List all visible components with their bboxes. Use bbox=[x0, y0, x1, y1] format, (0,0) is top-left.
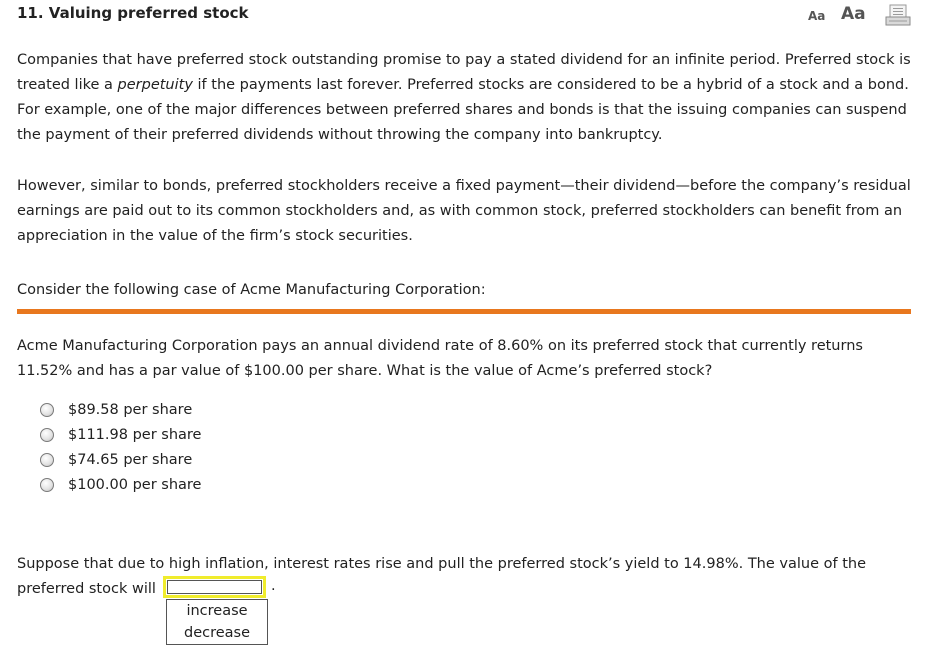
dropdown-options-list bbox=[166, 599, 268, 645]
question-2-text: Suppose that due to high inflation, interest rates rise and pull the preferred stock’s yield to 14.98%. The value of the preferred stock will bbox=[17, 556, 866, 597]
answer-option-2[interactable] bbox=[40, 422, 201, 447]
dropdown-option-increase[interactable]: increase bbox=[186, 603, 248, 619]
radio-button[interactable] bbox=[40, 478, 54, 492]
dropdown-selected-value[interactable] bbox=[167, 580, 262, 594]
font-size-small-button[interactable]: Aa bbox=[808, 9, 826, 23]
value-change-dropdown[interactable] bbox=[163, 576, 266, 598]
answer-options bbox=[40, 397, 201, 497]
printer-icon[interactable] bbox=[885, 4, 911, 26]
radio-button[interactable] bbox=[40, 403, 54, 417]
question-header bbox=[17, 4, 913, 28]
font-size-large-button[interactable]: Aa bbox=[841, 4, 866, 24]
question-1-text: Acme Manufacturing Corporation pays an annual dividend rate of 8.60% on its preferred stock that currently returns 11.52% and has a par value of $100.00 per share. What is the value of Acme’s preferred stock? bbox=[17, 338, 863, 379]
answer-option-1[interactable] bbox=[40, 397, 201, 422]
case-intro: Consider the following case of Acme Manufacturing Corporation: bbox=[17, 282, 486, 298]
question-title: 11. Valuing preferred stock bbox=[17, 4, 249, 22]
intro-p1-after: if the payments last forever. Preferred stocks are considered to be a hybrid of a stock and a bond. For example, one of the major differences between preferred shares and bonds is that the issuing companies can suspend the payment of their preferred dividends without throwing the company into bankruptcy. bbox=[17, 77, 909, 143]
radio-button[interactable] bbox=[40, 453, 54, 467]
perpetuity-term: perpetuity bbox=[117, 77, 193, 93]
dropdown-field[interactable] bbox=[163, 576, 266, 598]
sentence-period: . bbox=[271, 578, 276, 594]
answer-option-label: $89.58 per share bbox=[68, 401, 193, 418]
dropdown-option-decrease[interactable]: decrease bbox=[183, 625, 251, 641]
answer-option-label: $111.98 per share bbox=[68, 426, 202, 443]
answer-option-3[interactable] bbox=[40, 447, 201, 472]
intro-p1-before: Companies that have preferred stock outstanding promise to pay a stated dividend for an infinite period. Preferred stock is treated like a bbox=[17, 52, 911, 93]
radio-button[interactable] bbox=[40, 428, 54, 442]
answer-option-label: $100.00 per share bbox=[68, 476, 202, 493]
answer-option-4[interactable] bbox=[40, 472, 201, 497]
intro-paragraph-1 bbox=[17, 48, 912, 148]
answer-option-label: $74.65 per share bbox=[68, 451, 193, 468]
intro-paragraph-2: However, similar to bonds, preferred stockholders receive a fixed payment—their dividend—before the company’s residual earnings are paid out to its common stockholders and, as with common stock, preferred stockholders can benefit from an appreciation in the value of the firm’s stock securities. bbox=[17, 178, 911, 244]
section-divider bbox=[17, 309, 911, 314]
